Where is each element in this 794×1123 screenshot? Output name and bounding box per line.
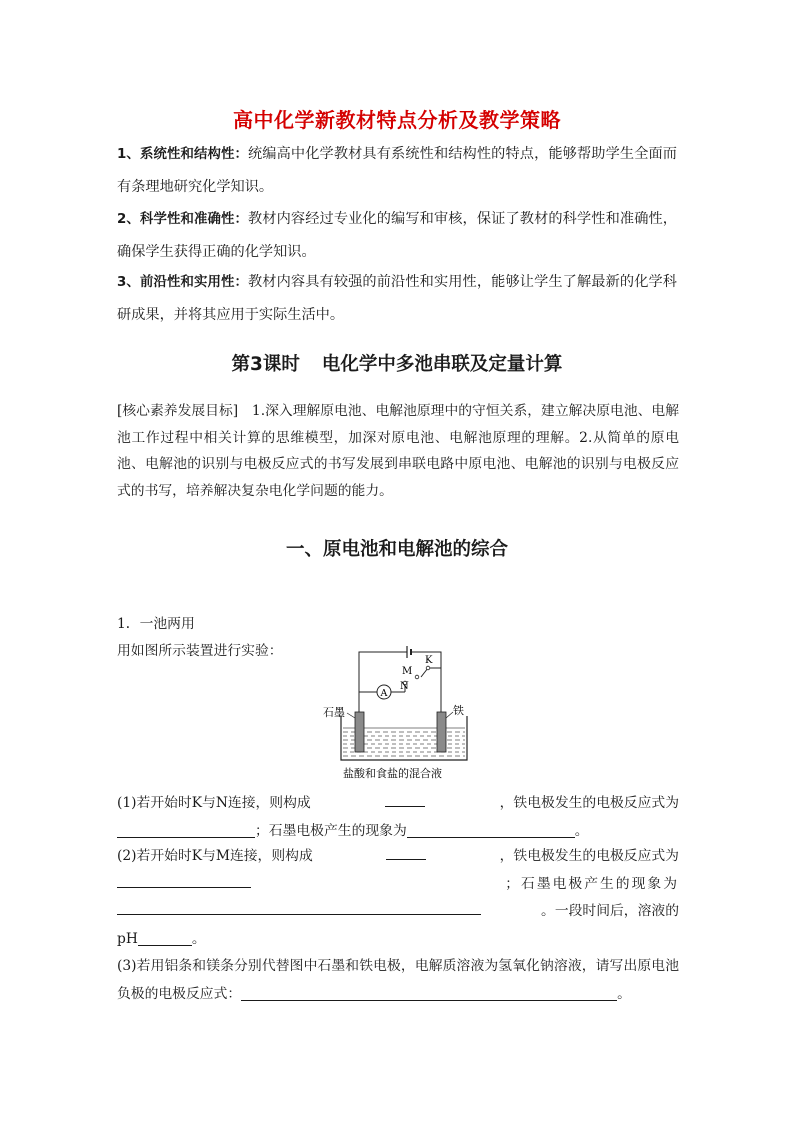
q1-part-c: ；石墨电极产生的现象为	[255, 822, 407, 839]
iron-electrode	[437, 712, 446, 752]
feature-paragraph-3	[117, 266, 677, 332]
q1-part-a: (1)若开始时K与N连接，则构成	[117, 795, 311, 811]
ammeter-icon	[377, 685, 391, 699]
feature-paragraph-1	[117, 138, 677, 204]
question-1	[117, 790, 679, 845]
diagram-caption: 盐酸和食盐的混合液	[343, 767, 442, 780]
q1-end: 。	[574, 822, 589, 839]
label-n: N	[400, 681, 409, 692]
q2-part-a: (2)若开始时K与M连接，则构成	[117, 848, 313, 864]
question-3	[117, 953, 679, 1008]
label-graphite: 石墨	[323, 706, 345, 719]
feature-text: 统编高中化学教材具有系统性和结构性的特点，能够帮助学生全面而有条理地研究化学知识。	[117, 146, 677, 195]
q2-blank-2[interactable]	[117, 871, 251, 888]
feature-label: 1、系统性和结构性：	[117, 147, 248, 162]
q2-blank-1[interactable]	[386, 843, 426, 860]
q2-part-b: ，铁电极发生的电极反应式为	[499, 848, 679, 864]
feature-label: 2、科学性和准确性：	[117, 212, 248, 227]
q3-end: 。	[617, 985, 631, 1002]
feature-text: 教材内容经过专业化的编写和审核，保证了教材的科学性和准确性，确保学生获得正确的化学知识。	[117, 211, 677, 260]
lesson-title	[0, 350, 794, 376]
contact-m	[415, 675, 419, 679]
label-k: K	[425, 655, 433, 666]
q2-blank-3[interactable]	[117, 898, 481, 915]
electrochemistry-apparatus-diagram	[313, 646, 493, 781]
lesson-number: 第3课时	[231, 354, 300, 375]
label-iron: 铁	[453, 704, 464, 717]
q3-part-a: (3)若用铝条和镁条分别代替图中石墨和铁电极，电解质溶液为氢氧化钠溶液，请写出原电池负极的电极反应式：	[117, 958, 679, 1002]
q2-part-e: pH	[117, 930, 138, 947]
contact-k	[426, 666, 430, 670]
sub-heading: 1．一池两用	[117, 616, 195, 632]
q1-part-b: ，铁电极发生的电极反应式为	[499, 795, 679, 811]
q2-part-c: ；石墨电极产生的现象为	[505, 875, 679, 892]
label-a: A	[380, 688, 388, 699]
q1-blank-2[interactable]	[117, 821, 255, 838]
intro-text: 用如图所示装置进行实验：	[117, 643, 283, 659]
q2-end: 。	[191, 930, 206, 947]
q2-part-d: 。一段时间后，溶液的	[541, 903, 679, 919]
battery-icon	[407, 646, 411, 658]
section-title: 一、原电池和电解池的综合	[285, 539, 508, 560]
question-2	[117, 843, 679, 953]
q1-blank-1[interactable]	[385, 790, 425, 807]
q1-blank-3[interactable]	[407, 821, 575, 838]
q2-blank-4[interactable]	[138, 929, 192, 946]
label-m: M	[402, 666, 413, 677]
feature-paragraph-2	[117, 203, 677, 269]
lesson-name: 电化学中多池串联及定量计算	[321, 354, 563, 375]
graphite-electrode	[355, 712, 364, 752]
feature-label: 3、前沿性和实用性：	[117, 275, 248, 290]
feature-text: 教材内容具有较强的前沿性和实用性，能够让学生了解最新的化学科研成果，并将其应用于实际生活中。	[117, 274, 677, 323]
core-goal-paragraph: [核心素养发展目标] 1.深入理解原电池、电解池原理中的守恒关系，建立解决原电池、电解池工作过程中相关计算的思维模型，加深对原电池、电解池原理的理解。2.从简单的原电池、电解池的识别与电极反应式的书写发展到串联电路中原电池、电解池的识别与电极反应式的书写，培养解决复杂电化学问题的能力。	[117, 403, 680, 499]
main-title: 高中化学新教材特点分析及教学策略	[233, 108, 561, 132]
q3-blank-1[interactable]	[241, 984, 617, 1001]
